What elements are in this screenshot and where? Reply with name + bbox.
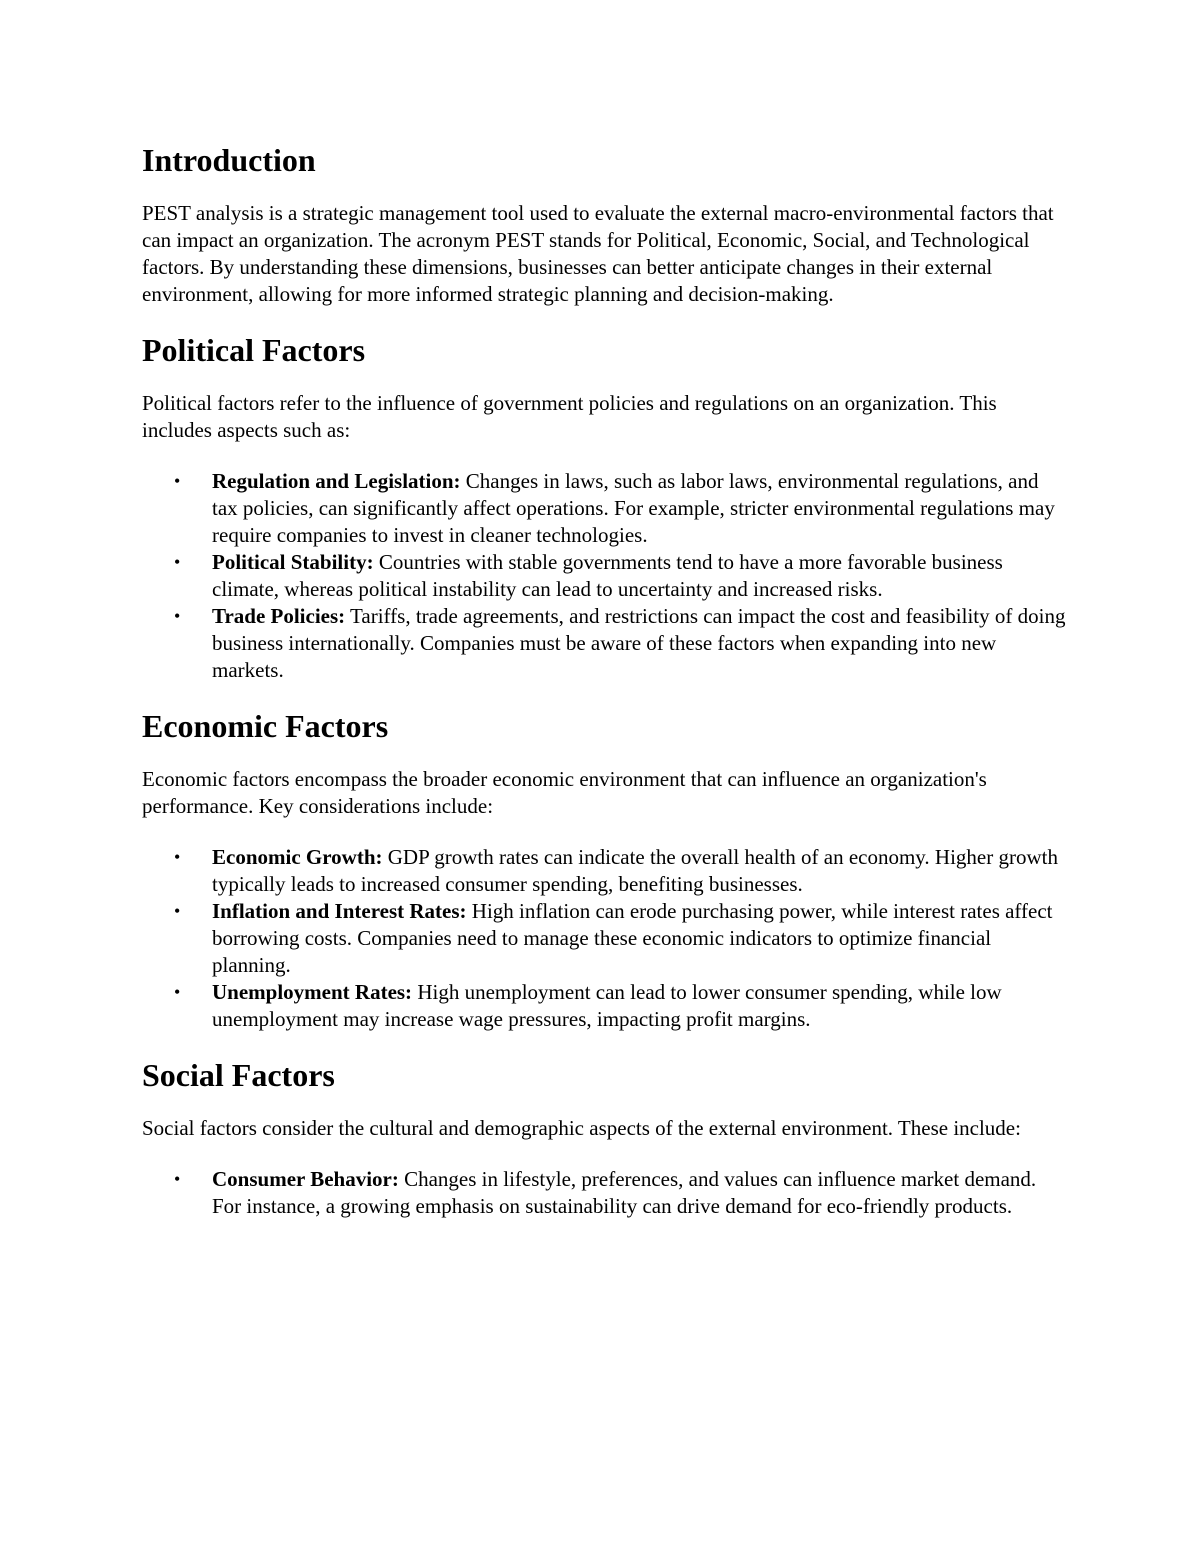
list-item-text: Changes in laws, such as labor laws, environmental regulations, and tax policies, can significantly affect operations. For example, stricter environmental regulations may require companies to invest in cleaner technologies. <box>212 469 1055 547</box>
list-item <box>142 844 1067 898</box>
list-item-text: Tariffs, trade agreements, and restrictions can impact the cost and feasibility of doing business internationally. Companies must be aware of these factors when expanding into new markets. <box>212 604 1066 682</box>
list-item <box>142 468 1067 549</box>
list-item-term: Economic Growth: <box>212 845 383 869</box>
bullet-icon: • <box>174 847 181 867</box>
bullet-icon: • <box>174 471 181 491</box>
list-item-term: Trade Policies: <box>212 604 346 628</box>
list-item-text: Countries with stable governments tend to have a more favorable business climate, whereas political instability can lead to uncertainty and increased risks. <box>212 550 1003 601</box>
paragraph-economic-factors: Economic factors encompass the broader economic environment that can influence an organization's performance. Key considerations include: <box>142 767 987 818</box>
list-item <box>142 979 1067 1033</box>
list-item-text: High unemployment can lead to lower consumer spending, while low unemployment may increase wage pressures, impacting profit margins. <box>212 980 1002 1031</box>
list-item-term: Unemployment Rates: <box>212 980 413 1004</box>
list-item-text: Changes in lifestyle, preferences, and values can influence market demand. For instance, a growing emphasis on sustainability can drive demand for eco-friendly products. <box>212 1167 1037 1218</box>
list-economic-factors <box>142 844 1067 1033</box>
document-page <box>142 140 1067 1220</box>
list-item-term: Regulation and Legislation: <box>212 469 461 493</box>
heading-social-factors: Social Factors <box>142 1057 335 1093</box>
list-item <box>142 603 1067 684</box>
list-item-text: GDP growth rates can indicate the overall health of an economy. Higher growth typically leads to increased consumer spending, benefiting businesses. <box>212 845 1058 896</box>
paragraph-introduction: PEST analysis is a strategic management tool used to evaluate the external macro-environmental factors that can impact an organization. The acronym PEST stands for Political, Economic, Social, and Technological factors. By understanding these dimensions, businesses can better anticipate changes in their external environment, allowing for more informed strategic planning and decision-making. <box>142 201 1054 306</box>
paragraph-political-factors: Political factors refer to the influence of government policies and regulations on an organization. This includes aspects such as: <box>142 391 997 442</box>
heading-economic-factors: Economic Factors <box>142 708 389 744</box>
heading-introduction: Introduction <box>142 142 316 178</box>
list-item-text: High inflation can erode purchasing power, while interest rates affect borrowing costs. Companies need to manage these economic indicators to optimize financial planning. <box>212 899 1053 977</box>
bullet-icon: • <box>174 606 181 626</box>
list-item <box>142 1166 1067 1220</box>
heading-political-factors: Political Factors <box>142 332 366 368</box>
list-item-term: Political Stability: <box>212 550 374 574</box>
bullet-icon: • <box>174 982 181 1002</box>
bullet-icon: • <box>174 901 181 921</box>
list-item <box>142 898 1067 979</box>
bullet-icon: • <box>174 1169 181 1189</box>
bullet-icon: • <box>174 552 181 572</box>
list-political-factors <box>142 468 1067 684</box>
list-item-term: Inflation and Interest Rates: <box>212 899 467 923</box>
list-item-term: Consumer Behavior: <box>212 1167 399 1191</box>
list-social-factors <box>142 1166 1067 1220</box>
paragraph-social-factors: Social factors consider the cultural and demographic aspects of the external environment. These include: <box>142 1116 1021 1140</box>
list-item <box>142 549 1067 603</box>
